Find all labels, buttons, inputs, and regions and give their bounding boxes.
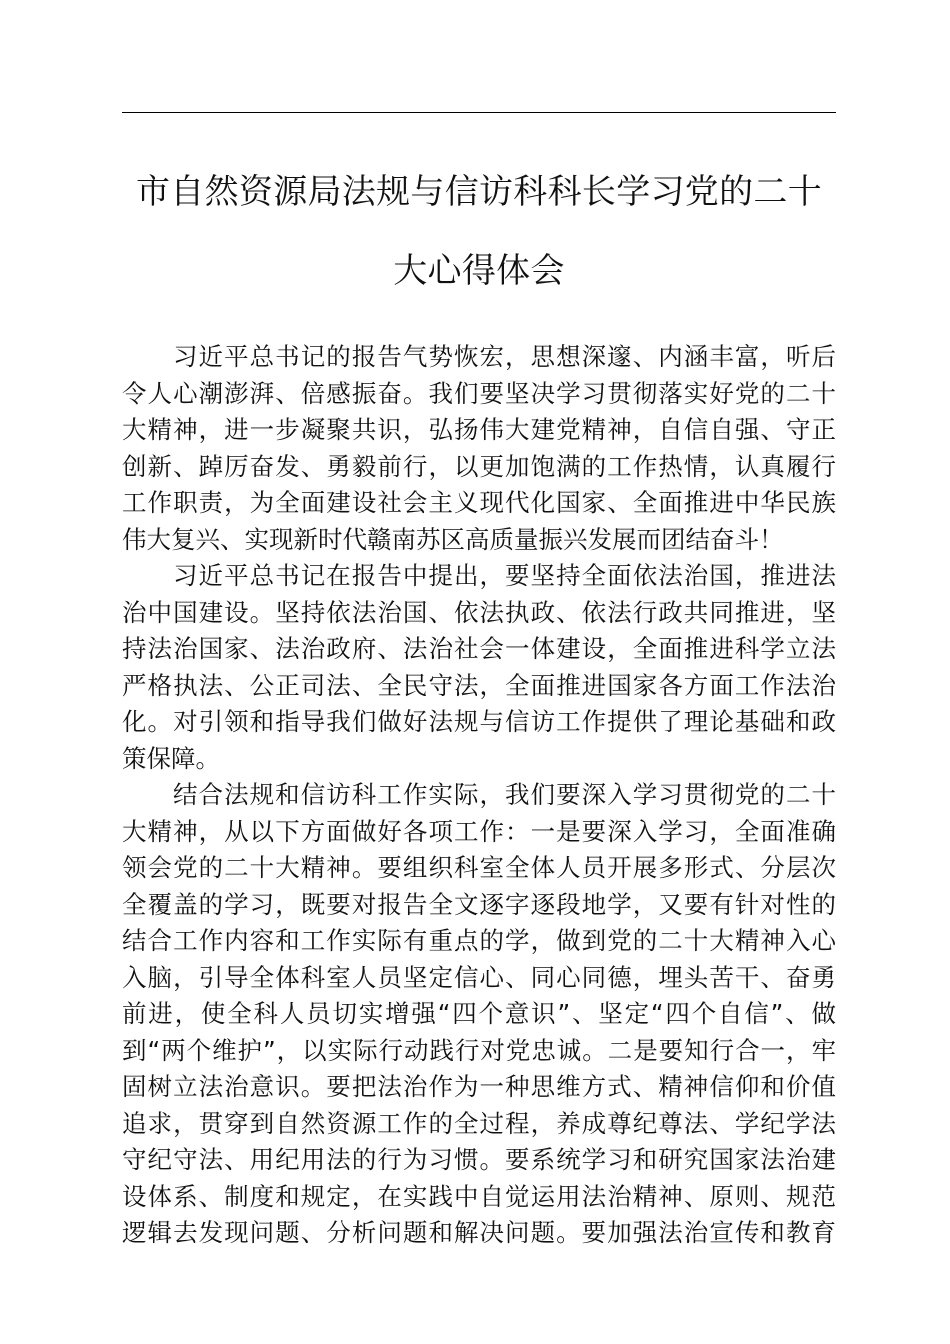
text-line: 习近平总书记的报告气势恢宏，思想深邃、内涵丰富，听后 [173, 342, 836, 371]
text-line: 入脑，引导全体科室人员坚定信心、同心同德，埋头苦干、奋勇 [122, 962, 836, 992]
text-line: 逻辑去发现问题、分析问题和解决问题。要加强法治宣传和教育 [122, 1218, 836, 1247]
text-line: 结合法规和信访科工作实际，我们要深入学习贯彻党的二十 [173, 780, 836, 809]
paragraph-1 [122, 339, 836, 558]
document-title [122, 172, 836, 291]
text-line: 前进，使全科人员切实增强“四个意识”、坚定“四个自信”、做 [122, 999, 836, 1028]
text-line: 守纪守法、用纪用法的行为习惯。要系统学习和研究国家法治建 [122, 1145, 836, 1174]
text-line: 治中国建设。坚持依法治国、依法执政、依法行政共同推进，坚 [122, 597, 836, 627]
text-line: 追求，贯穿到自然资源工作的全过程，养成尊纪尊法、学纪学法 [122, 1108, 836, 1138]
text-line: 工作职责，为全面建设社会主义现代化国家、全面推进中华民族 [122, 488, 836, 517]
text-line: 严格执法、公正司法、全民守法，全面推进国家各方面工作法治 [122, 670, 836, 700]
text-line: 大精神，进一步凝聚共识，弘扬伟大建党精神，自信自强、守正 [122, 415, 836, 444]
header-rule [122, 112, 836, 113]
text-line: 策保障。 [122, 743, 220, 773]
text-line: 大精神，从以下方面做好各项工作：一是要深入学习，全面准确 [122, 816, 836, 846]
text-line: 固树立法治意识。要把法治作为一种思维方式、精神信仰和价值 [122, 1072, 836, 1101]
document-body [122, 339, 836, 1252]
text-line: 结合工作内容和工作实际有重点的学，做到党的二十大精神入心 [122, 926, 836, 955]
text-line: 创新、踔厉奋发、勇毅前行，以更加饱满的工作热情，认真履行 [122, 451, 836, 481]
title-line-1: 市自然资源局法规与信访科科长学习党的二十 [136, 172, 822, 212]
text-line: 伟大复兴、实现新时代赣南苏区高质量振兴发展而团结奋斗！ [122, 524, 784, 554]
title-line-2: 大心得体会 [393, 251, 565, 291]
paragraph-2 [122, 558, 836, 777]
text-line: 领会党的二十大精神。要组织科室全体人员开展多形式、分层次 [122, 853, 836, 882]
text-line: 全覆盖的学习，既要对报告全文逐字逐段地学，又要有针对性的 [122, 889, 836, 919]
text-line: 习近平总书记在报告中提出，要坚持全面依法治国，推进法 [173, 561, 836, 590]
text-line: 持法治国家、法治政府、法治社会一体建设，全面推进科学立法 [122, 634, 836, 663]
text-line: 令人心潮澎湃、倍感振奋。我们要坚决学习贯彻落实好党的二十 [122, 378, 836, 408]
paragraph-3 [122, 777, 836, 1252]
text-line: 到“两个维护”，以实际行动践行对党忠诚。二是要知行合一，牢 [122, 1035, 836, 1065]
text-line: 设体系、制度和规定，在实践中自觉运用法治精神、原则、规范 [122, 1181, 836, 1211]
text-line: 化。对引领和指导我们做好法规与信访工作提供了理论基础和政 [122, 707, 836, 736]
